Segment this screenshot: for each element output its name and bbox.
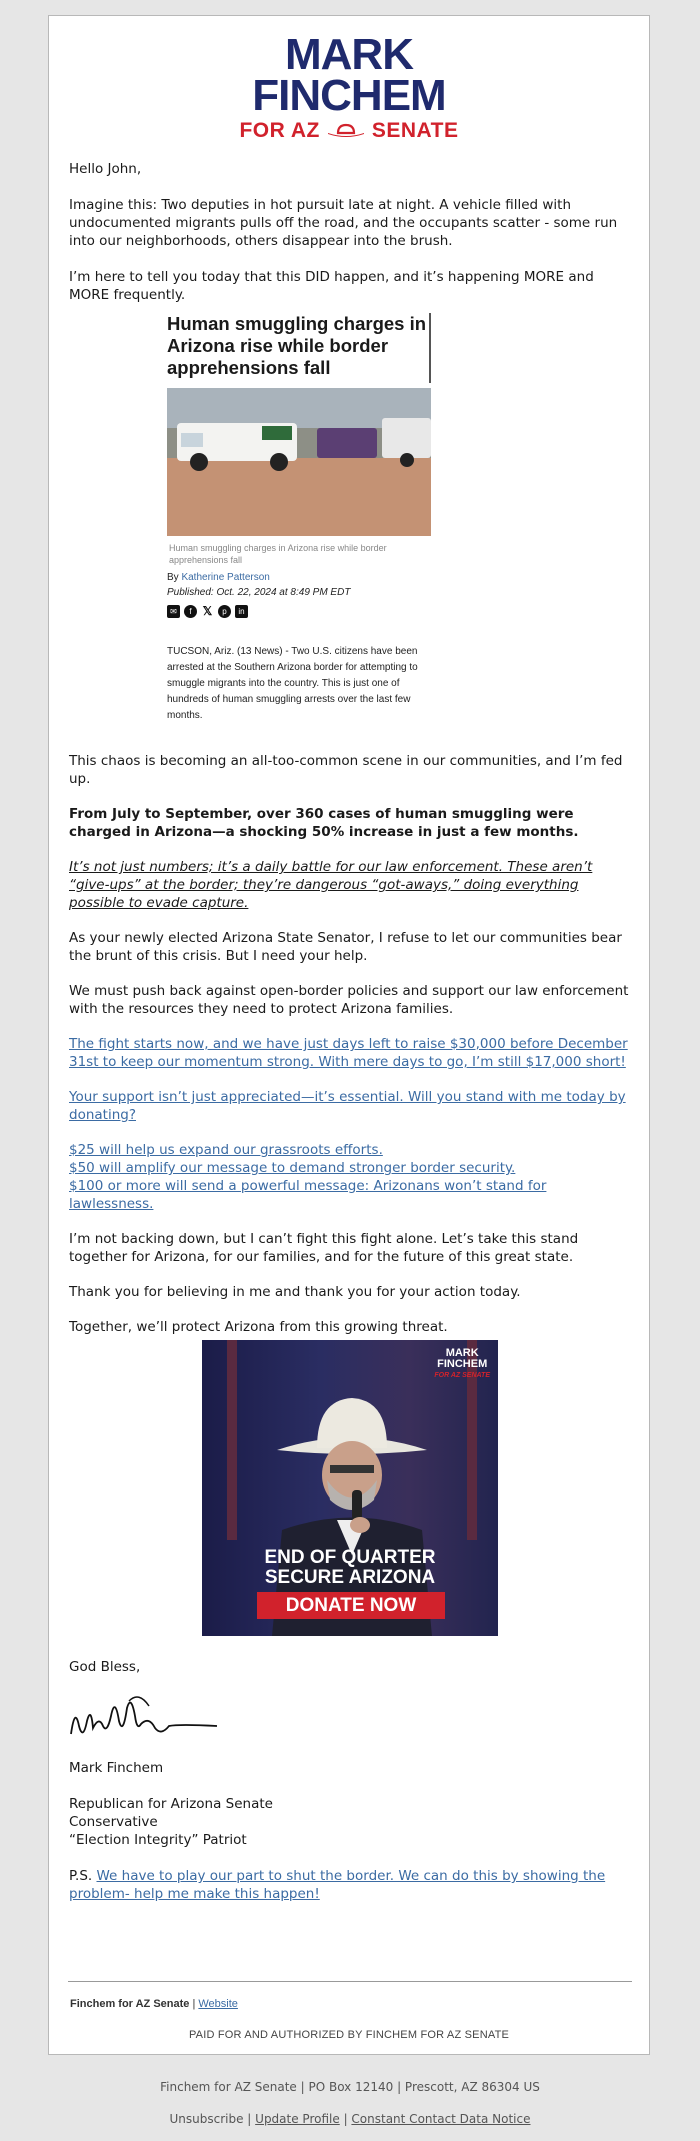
logo-line-3 — [49, 118, 649, 144]
outer-sep-2: | — [339, 2112, 352, 2126]
signer-name: Mark Finchem — [69, 1760, 164, 1776]
graphic-headline-line-2: SECURE ARIZONA — [264, 1567, 436, 1588]
graphic-brand-line-1: MARK — [445, 1347, 479, 1359]
donate-now-button[interactable]: DONATE NOW — [257, 1592, 445, 1619]
x-share-icon[interactable]: 𝕏 — [202, 604, 213, 618]
email-body-continued — [69, 752, 629, 1336]
donate-link-1[interactable]: The fight starts now, and we have just days left to raise $30,000 before December 31st to keep our momentum strong. With mere days to go, I’m still $17,000 short! — [69, 1036, 628, 1070]
article-caption: Human smuggling charges in Arizona rise while border apprehensions fall — [169, 543, 387, 565]
graphic-brand-sub: FOR AZ SENATE — [434, 1372, 490, 1379]
paragraph-3: This chaos is becoming an all-too-common scene in our communities, and I’m fed up. — [69, 753, 623, 787]
outer-footer-links — [0, 2112, 700, 2126]
signoff — [69, 1658, 629, 1903]
email-body — [69, 160, 629, 304]
paragraph-6: As your newly elected Arizona State Senator, I refuse to let our communities bear the brunt of this crisis. But I need your help. — [69, 930, 622, 964]
ps-prefix: P.S. — [69, 1868, 97, 1884]
paragraph-7: We must push back against open-border policies and support our law enforcement with the resources they need to protect Arizona families. — [69, 983, 629, 1017]
footer-sep: | — [189, 1998, 199, 2010]
footer-divider — [68, 1981, 632, 1982]
card-footer — [70, 1998, 238, 2010]
postscript — [69, 1867, 629, 1903]
graphic-headline — [202, 1548, 498, 1588]
cowboy-hat-icon — [326, 118, 366, 144]
graphic-brand-line-2: FINCHEM — [437, 1358, 488, 1370]
constant-contact-notice-link[interactable]: Constant Contact Data Notice — [351, 2112, 531, 2126]
donate-ask-50[interactable]: $50 will amplify our message to demand stronger border security. — [69, 1160, 516, 1176]
signature-image — [69, 1686, 629, 1748]
article-author-link[interactable]: Katherine Patterson — [181, 572, 270, 583]
paragraph-1: Imagine this: Two deputies in hot pursuit late at night. A vehicle filled with undocumented migrants pulls off the road, and the occupants scatter - some run into our neighborhoods, others disappear into the brush. — [69, 197, 618, 249]
outer-sep-1: | — [243, 2112, 256, 2126]
byline-prefix: By — [167, 572, 182, 583]
paragraph-9: Thank you for believing in me and thank you for your action today. — [69, 1284, 521, 1300]
email-share-icon[interactable]: ✉ — [167, 605, 180, 618]
greeting: Hello John, — [69, 161, 142, 177]
ps-link[interactable]: We have to play our part to shut the border. We can do this by showing the problem- help me make this happen! — [69, 1868, 606, 1902]
footer-org: Finchem for AZ Senate — [70, 1998, 190, 2010]
logo-line-2: FINCHEM — [252, 71, 446, 120]
paragraph-2: I’m here to tell you today that this DID happen, and it’s happening MORE and MORE frequently. — [69, 269, 594, 303]
graphic-headline-line-1: END OF QUARTER — [264, 1547, 436, 1568]
article-photo — [167, 388, 431, 536]
signer-title-2: Conservative — [69, 1814, 158, 1830]
donate-ask-100[interactable]: $100 or more will send a powerful message: Arizonans won’t stand for lawlessness. — [69, 1178, 547, 1212]
article-published-date: Published: Oct. 22, 2024 at 8:49 PM EDT — [167, 587, 351, 598]
logo-senate: SENATE — [371, 119, 459, 142]
logo-line-1: MARK — [285, 30, 413, 79]
article-title: Human smuggling charges in Arizona rise while border apprehensions fall — [165, 313, 431, 383]
facebook-share-icon[interactable]: f — [184, 605, 197, 618]
paid-for-disclaimer: PAID FOR AND AUTHORIZED BY FINCHEM FOR AZ SENATE — [188, 2029, 510, 2041]
donate-ask-25[interactable]: $25 will help us expand our grassroots efforts. — [69, 1142, 383, 1158]
donate-link-2[interactable]: Your support isn’t just appreciated—it’s essential. Will you stand with me today by donating? — [69, 1089, 626, 1123]
logo-for-az: FOR AZ — [239, 119, 320, 142]
update-profile-link[interactable]: Update Profile — [255, 2112, 340, 2126]
outer-footer-address: Finchem for AZ Senate | PO Box 12140 | Prescott, AZ 86304 US — [160, 2080, 540, 2094]
signer-title-1: Republican for Arizona Senate — [69, 1796, 273, 1812]
linkedin-share-icon[interactable]: in — [235, 605, 248, 618]
share-icons — [167, 605, 248, 618]
article-body: TUCSON, Ariz. (13 News) - Two U.S. citizens have been arrested at the Southern Arizona border for attempting to smuggle migrants into the country. This is just one of hundreds of human smuggling arrests over the last few months. — [167, 646, 418, 721]
paragraph-4: From July to September, over 360 cases of human smuggling were charged in Arizona—a shocking 50% increase in just a few months. — [69, 806, 579, 840]
pinterest-share-icon[interactable]: p — [218, 605, 231, 618]
paragraph-8: I’m not backing down, but I can’t fight this fight alone. Let’s take this stand together for Arizona, for our families, and for the future of this great state. — [69, 1231, 579, 1265]
campaign-logo — [49, 30, 649, 144]
closing: God Bless, — [69, 1659, 141, 1675]
footer-website-link[interactable]: Website — [198, 1998, 238, 2010]
paragraph-10: Together, we’ll protect Arizona from this growing threat. — [69, 1319, 448, 1335]
graphic-brand — [434, 1348, 490, 1381]
donate-now-graphic[interactable] — [202, 1340, 498, 1636]
article-byline — [167, 572, 270, 583]
unsubscribe-link[interactable]: Unsubscribe — [169, 2112, 244, 2126]
paragraph-5: It’s not just numbers; it’s a daily battle for our law enforcement. These aren’t “give-ups” at the border; they’re dangerous “got-aways,” doing everything possible to evade capture. — [69, 859, 593, 911]
signer-title-3: “Election Integrity” Patriot — [69, 1832, 247, 1848]
news-article-clipping — [165, 313, 435, 728]
